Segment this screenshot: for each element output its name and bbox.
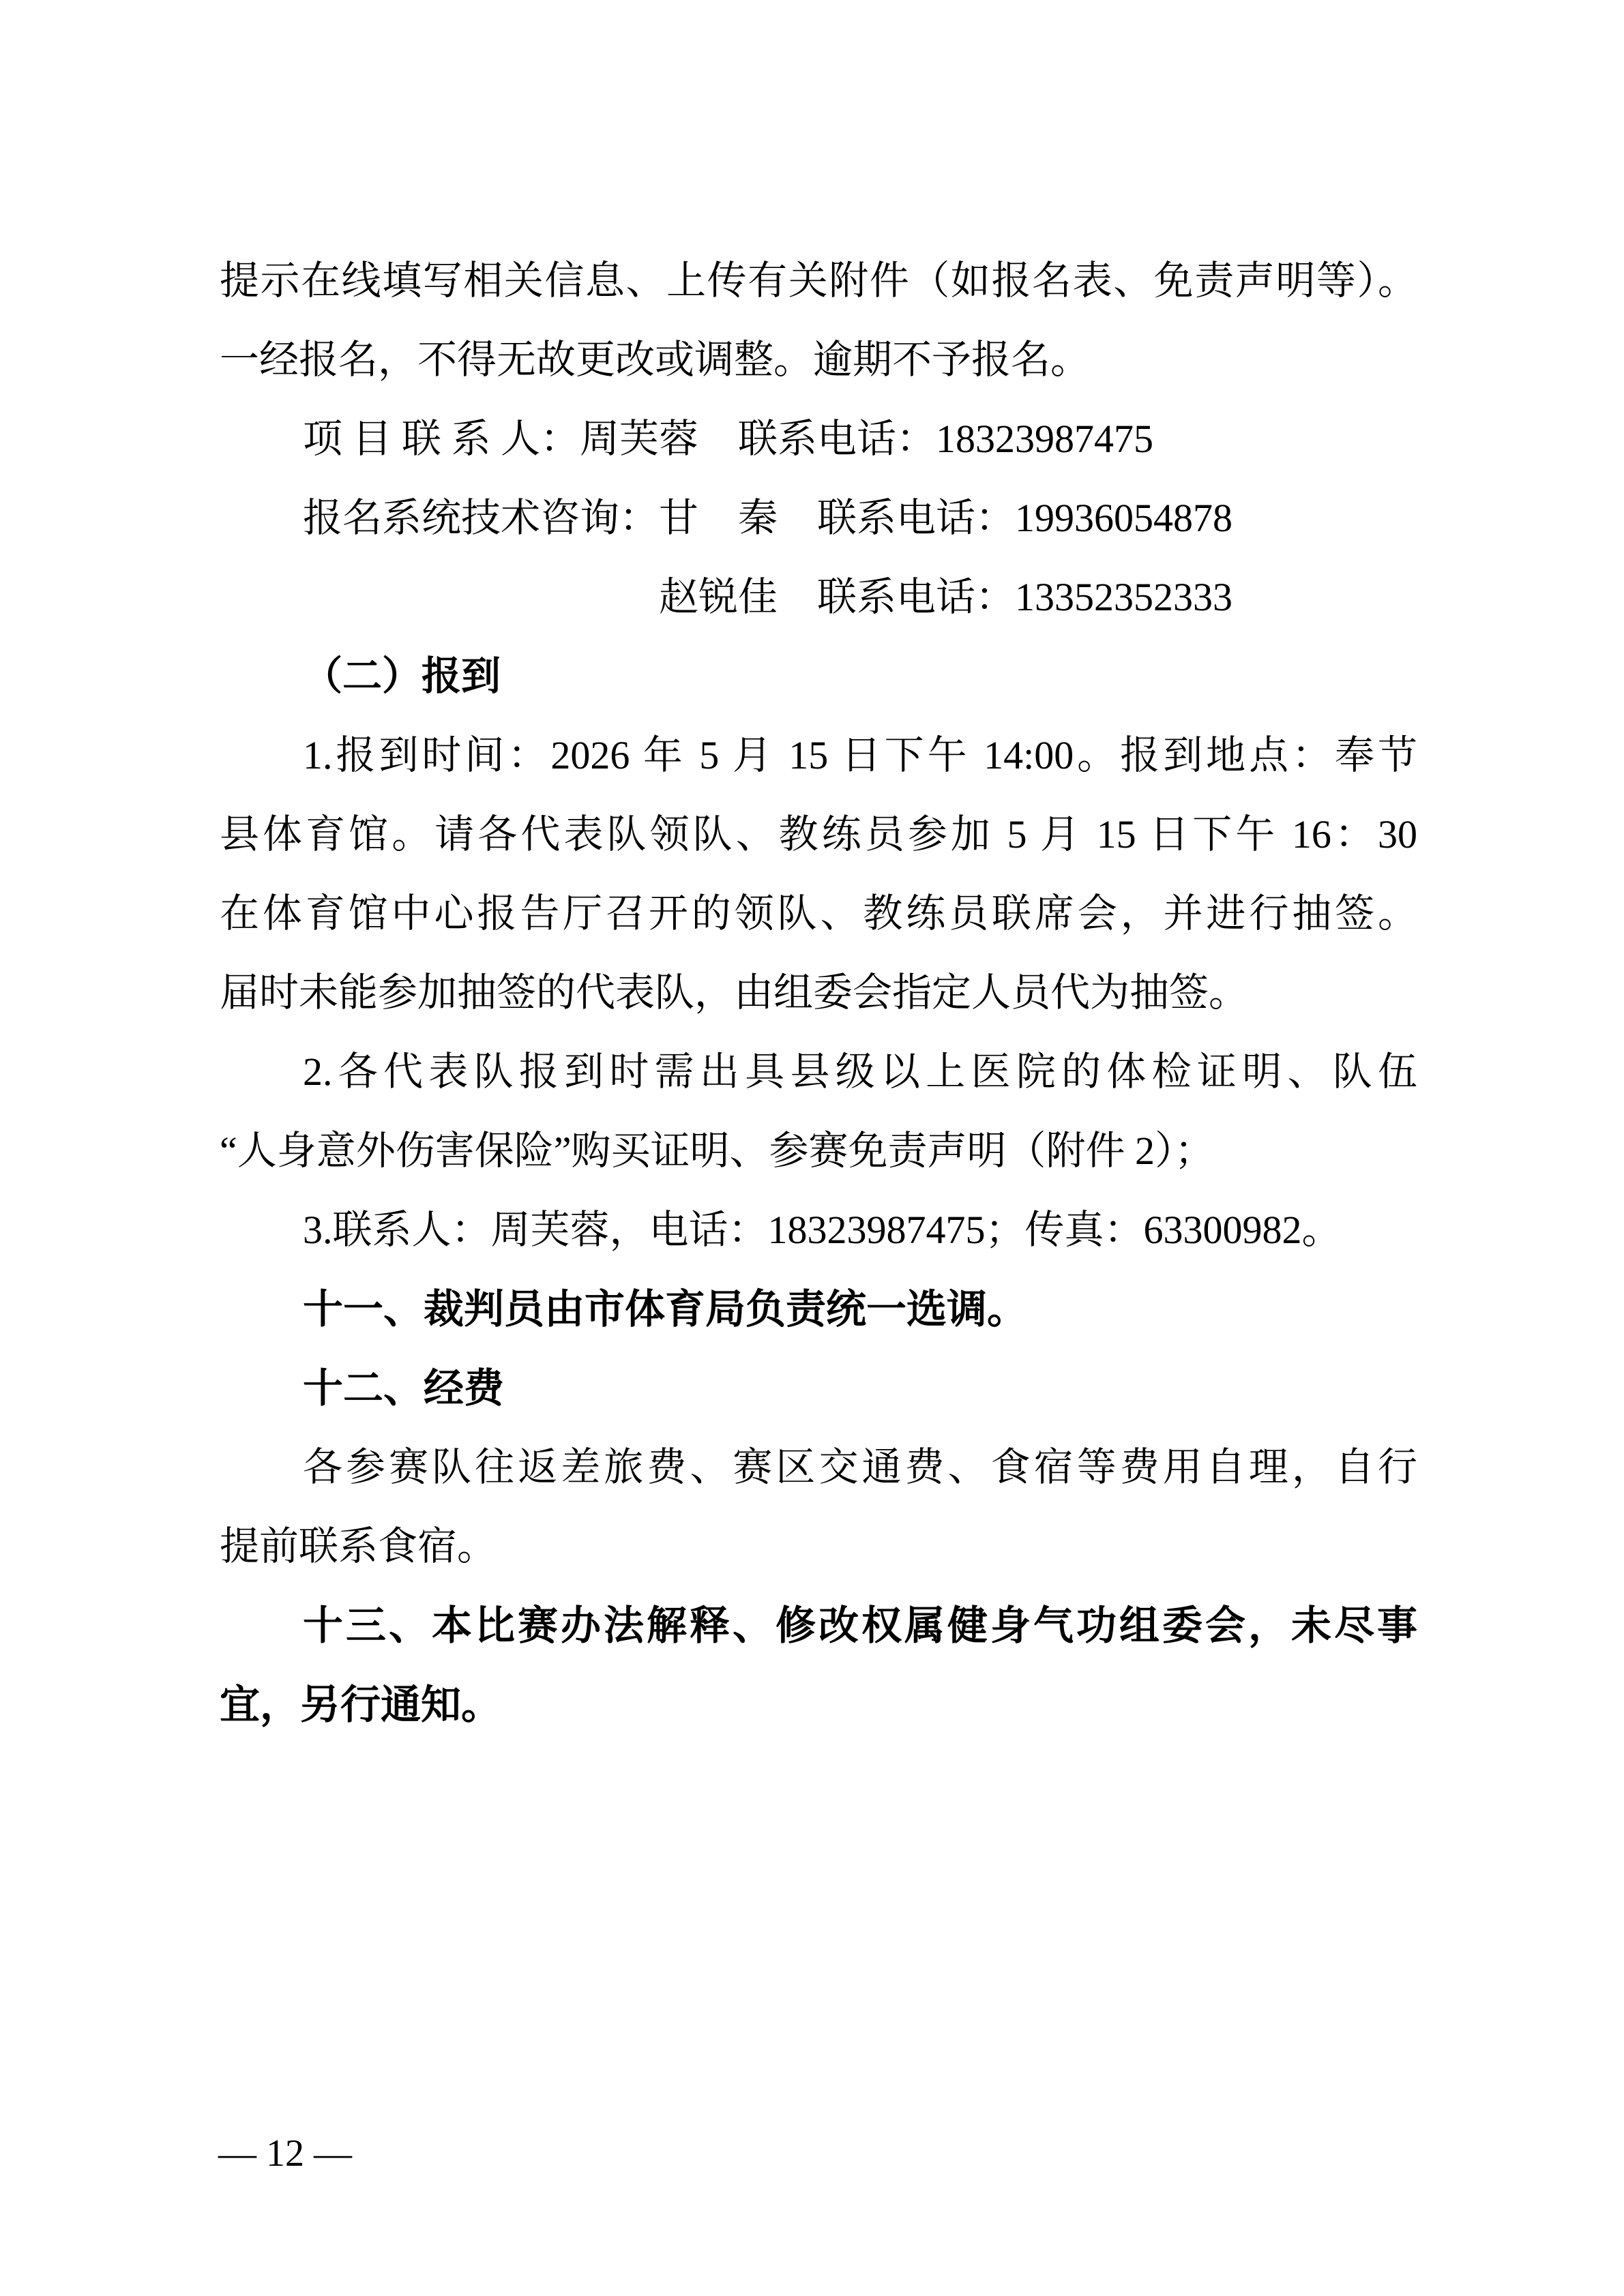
paragraph-text: “人身意外伤害保险”购买证明、参赛免责声明（附件 2）； — [220, 1129, 1214, 1173]
paragraph-text: 届时未能参加抽签的代表队，由组委会指定人员代为抽签。 — [220, 970, 1249, 1015]
contact-line-checkin: 3.联系人：周芙蓉，电话：18323987475；传真：63300982。 — [303, 1208, 1342, 1252]
paragraph-text: 提示在线填写相关信息、上传有关附件（如报名表、免责声明等）。 — [220, 258, 1417, 303]
section-heading-11: 十一、裁判员由市体育局负责统一选调。 — [303, 1287, 1028, 1332]
paragraph-text: 各参赛队往返差旅费、赛区交通费、食宿等费用自理，自行 — [303, 1445, 1417, 1489]
contact-line-zhao: 赵锐佳 联系电话：13352352333 — [659, 575, 1233, 619]
contact-line-project: 项 目 联 系 人：周芙蓉 联系电话：18323987475 — [303, 417, 1154, 461]
section-heading-12: 十二、经费 — [303, 1366, 505, 1411]
section-heading-13: 十三、本比赛办法解释、修改权属健身气功组委会，未尽事 — [303, 1603, 1417, 1648]
paragraph-text: 提前联系食宿。 — [220, 1524, 497, 1568]
contact-line-registration-tech: 报名系统技术咨询：甘 秦 联系电话：19936054878 — [303, 496, 1233, 540]
section-heading-13-continued: 宜，另行通知。 — [220, 1682, 502, 1727]
paragraph-text: 一经报名，不得无故更改或调整。逾期不予报名。 — [220, 338, 1091, 382]
document-body — [220, 241, 1417, 1744]
page-number: — 12 — — [218, 2132, 352, 2175]
paragraph-text: 1.报到时间：2026 年 5 月 15 日下午 14:00。报到地点：奉节 — [303, 733, 1417, 777]
paragraph-text: 县体育馆。请各代表队领队、教练员参加 5 月 15 日下午 16：30 — [220, 812, 1417, 856]
subsection-heading-checkin: （二）报到 — [303, 654, 501, 698]
paragraph-text: 在体育馆中心报告厅召开的领队、教练员联席会，并进行抽签。 — [220, 891, 1417, 936]
paragraph-text: 2.各代表队报到时需出具县级以上医院的体检证明、队伍 — [303, 1049, 1417, 1094]
